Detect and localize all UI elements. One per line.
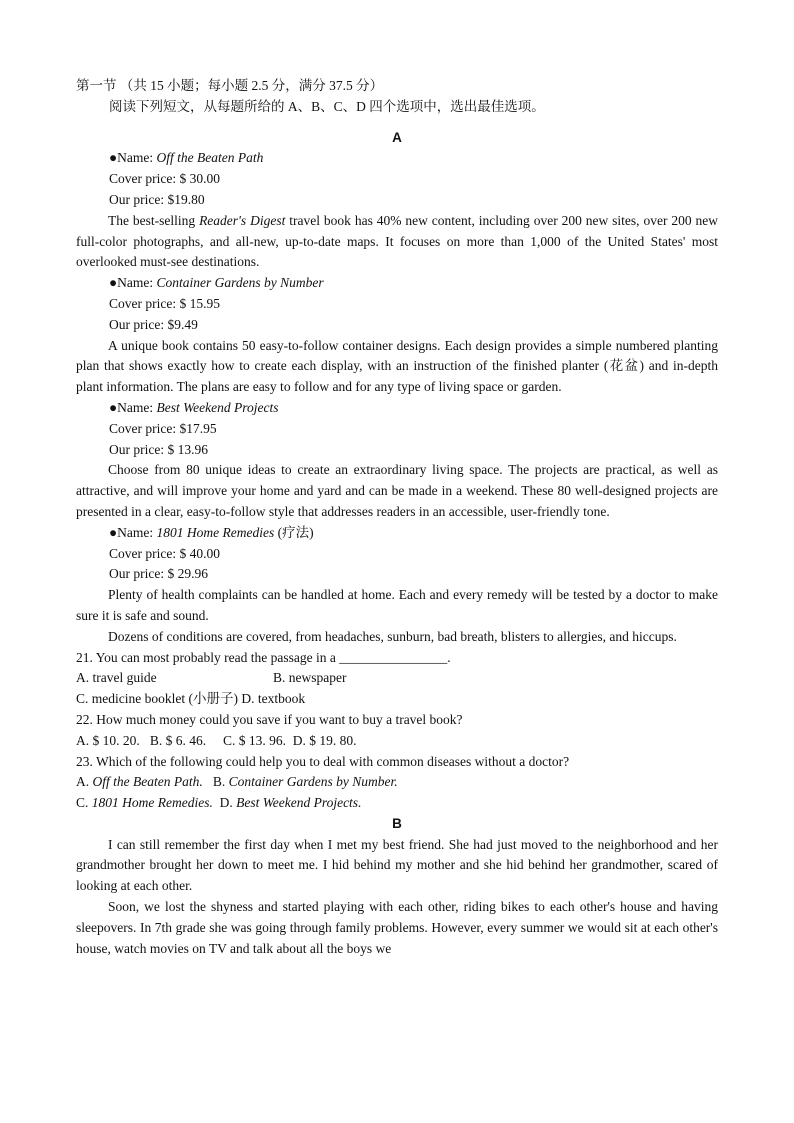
our-price: Our price: $ 13.96 — [109, 441, 208, 457]
our-price: Our price: $9.49 — [109, 316, 198, 332]
book-name — [76, 273, 718, 294]
book-description: A unique book contains 50 easy-to-follow container designs. Each design provides a simple numbered planting plan that shows exactly how to create each display, with an instruction of the finished planter (花盆) and in-depth plant information. The plans are easy to follow and for any type of living space or garden. — [76, 337, 718, 395]
option-prefix: D. — [219, 795, 237, 811]
question-21-options-ab — [76, 668, 718, 689]
question-23-options-ab — [76, 772, 718, 793]
option-b: Container Gardens by Number. — [228, 774, 398, 790]
section-header: 第一节 （共 15 小题；每小题 2.5 分，满分 37.5 分） — [76, 78, 384, 93]
question-22-stem: 22. How much money could you save if you want to buy a travel book? — [76, 711, 463, 727]
option-a: A. travel guide — [76, 670, 157, 686]
passage-a-label: A — [392, 129, 402, 145]
option-b: B. newspaper — [273, 670, 347, 686]
cover-price: Cover price: $17.95 — [109, 420, 217, 436]
passage-b-paragraph: Soon, we lost the shyness and started playing with each other, riding bikes to each other's house and having sleepovers. In 7th grade she was going through family problems. However, every summer we would sit at each other's house, watch movies on TV and talk about all the boys we — [76, 899, 718, 956]
option-c: 1801 Home Remedies. — [91, 795, 213, 811]
option-prefix: C. — [76, 795, 92, 811]
question-21-options-cd — [76, 689, 718, 710]
book-name — [76, 148, 718, 169]
option-prefix: B. — [212, 774, 229, 790]
book-title: Best Weekend Projects — [156, 399, 279, 415]
book-title: Container Gardens by Number — [156, 275, 324, 291]
question-23-stem: 23. Which of the following could help you to deal with common diseases without a doctor? — [76, 753, 570, 769]
book-description — [76, 211, 718, 273]
book-name — [76, 398, 718, 419]
option-prefix: A. — [76, 774, 93, 790]
our-price: Our price: $19.80 — [109, 191, 205, 207]
cover-price: Cover price: $ 30.00 — [109, 171, 220, 187]
option-d: D. textbook — [241, 691, 306, 707]
book-description-continued: Dozens of conditions are covered, from headaches, sunburn, bad breath, blisters to allergies, and hiccups. — [108, 628, 677, 644]
book-description: Plenty of health complaints can be handled at home. Each and every remedy will be tested by a doctor to make sure it is safe and sound. — [76, 587, 718, 623]
name-prefix: ●Name: — [109, 275, 157, 291]
book-description: Choose from 80 unique ideas to create an extraordinary living space. The projects are practical, as well as attractive, and will improve your home and yard and can be made in a weekend. These 80 well-designed projects are presented in a clear, easy-to-follow style that addresses readers in an accessible, user-friendly tone. — [76, 462, 718, 519]
option-d: Best Weekend Projects. — [236, 795, 362, 811]
exam-page — [76, 76, 718, 959]
name-prefix: ●Name: — [109, 150, 157, 166]
section-instruction: 阅读下列短文，从每题所给的 A、B、C、D 四个选项中，选出最佳选项。 — [109, 98, 545, 114]
cover-price: Cover price: $ 40.00 — [109, 545, 220, 561]
book-title: 1801 Home Remedies — [156, 524, 275, 540]
book-title: Off the Beaten Path — [156, 150, 264, 166]
passage-b-paragraph: I can still remember the first day when I met my best friend. She had just moved to the neighborhood and her grandmother brought her down to meet me. I hid behind my mother and she hid behind her grandmother, scared of looking at each other. — [76, 836, 718, 894]
question-22-options: A. $ 10. 20. B. $ 6. 46. C. $ 13. 96. D. $ 19. 80. — [76, 732, 357, 748]
question-23-options-cd — [76, 793, 718, 814]
book-name — [76, 523, 718, 544]
cover-price: Cover price: $ 15.95 — [109, 295, 220, 311]
passage-b-label: B — [392, 815, 402, 831]
desc-text: travel book has 40% new content, including over 200 new sites, over 200 new full-color photographs, and all-new, up-to-date maps. It focuses on more than 1,000 of the United States' most overlooked must-see destinations. — [76, 212, 719, 270]
desc-italic: Reader's Digest — [199, 212, 286, 228]
desc-text: The best-selling — [108, 212, 200, 228]
option-c: C. medicine booklet (小册子) — [76, 691, 238, 707]
option-a: Off the Beaten Path. — [92, 774, 203, 790]
question-21-stem: 21. You can most probably read the passage in a ________________. — [76, 649, 451, 665]
name-suffix: (疗法) — [274, 524, 314, 540]
name-prefix: ●Name: — [109, 399, 157, 415]
our-price: Our price: $ 29.96 — [109, 566, 208, 582]
name-prefix: ●Name: — [109, 524, 157, 540]
